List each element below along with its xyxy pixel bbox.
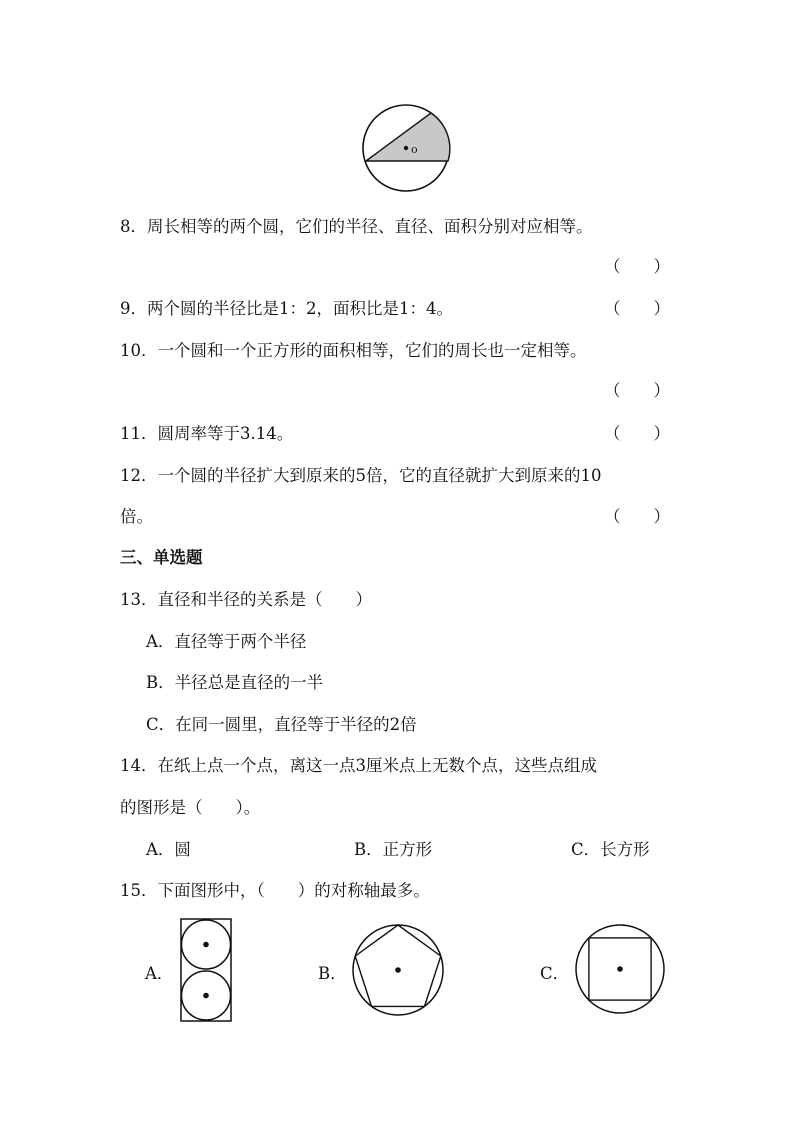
question-14: 14．在纸上点一个点，离这一点3厘米点上无数个点，这些点组成 [120, 756, 597, 775]
question-13: 13．直径和半径的关系是（ ） [120, 590, 372, 609]
option-14-c[interactable]: C．长方形 [571, 840, 650, 859]
option-13-b[interactable]: B．半径总是直径的一半 [146, 673, 324, 692]
answer-bracket-8[interactable]: （ ） [604, 257, 670, 276]
option-15-c-label[interactable]: C． [540, 964, 570, 983]
option-15-a-figure[interactable] [180, 918, 234, 1024]
question-11: 11．圆周率等于3.14。 [120, 424, 294, 443]
question-12-continued: 倍。 [120, 507, 153, 526]
option-15-b-label[interactable]: B． [318, 964, 347, 983]
question-10: 10．一个圆和一个正方形的面积相等，它们的周长也一定相等。 [120, 341, 587, 360]
answer-bracket-10[interactable]: （ ） [604, 381, 670, 400]
option-14-a[interactable]: A．圆 [146, 840, 191, 859]
option-15-a-label[interactable]: A． [145, 964, 174, 983]
center-label: o [411, 143, 418, 156]
question-8: 8．周长相等的两个圆，它们的半径、直径、面积分别对应相等。 [120, 217, 593, 236]
option-14-b[interactable]: B．正方形 [354, 840, 433, 859]
option-13-a[interactable]: A．直径等于两个半径 [146, 632, 307, 651]
question-15: 15．下面图形中，（ ）的对称轴最多。 [120, 881, 430, 900]
option-13-c[interactable]: C．在同一圆里，直径等于半径的2倍 [146, 715, 417, 734]
answer-bracket-11[interactable]: （ ） [604, 424, 670, 443]
answer-bracket-9[interactable]: （ ） [604, 299, 670, 318]
section-title-single-choice: 三、单选题 [120, 548, 203, 567]
option-15-b-figure[interactable] [351, 923, 447, 1019]
question-9: 9．两个圆的半径比是1：2，面积比是1：4。 [120, 299, 453, 318]
question-12: 12．一个圆的半径扩大到原来的5倍，它的直径就扩大到原来的10 [120, 466, 602, 485]
circle-segment-figure [360, 104, 454, 192]
question-14-continued: 的图形是（ ）。 [120, 798, 261, 817]
answer-bracket-12[interactable]: （ ） [604, 507, 670, 526]
option-15-c-figure[interactable] [574, 923, 668, 1017]
